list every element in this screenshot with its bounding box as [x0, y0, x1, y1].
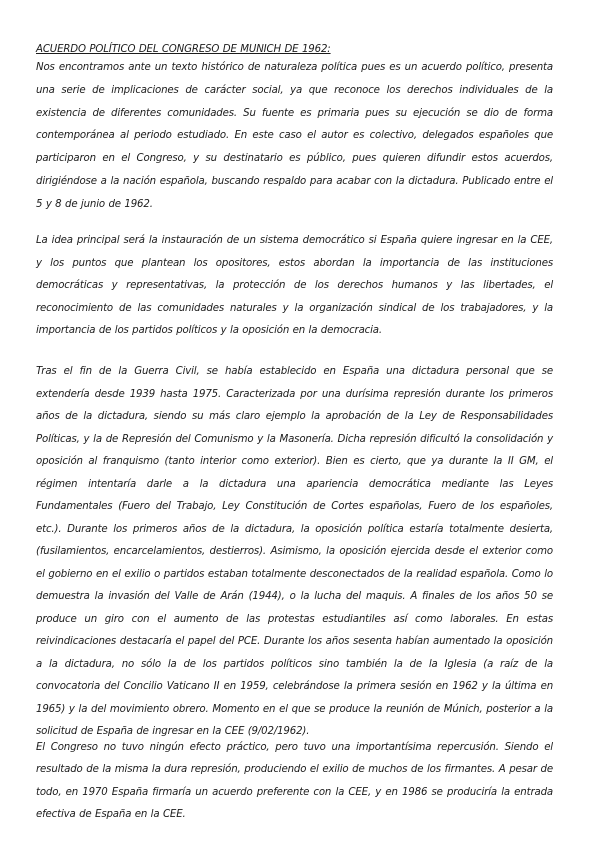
- paragraph-source-analysis: Nos encontramos ante un texto histórico de naturaleza política pues es un acuerdo político, presenta una serie de implicaciones de carácter social, ya que reconoce los derechos individuales de la existencia de diferentes comunidades. Su fuente es primaria pues su ejecución se dio de forma contemporánea al periodo estudiado. En este caso el autor es colectivo, delegados españoles que participaron en el Congreso, y su destinatario es público, pues quieren difundir estos acuerdos, dirigiéndose a la nación española, buscando respaldo para acabar con la dictadura. Publicado entre el 5 y 8 de junio de 1962.: [36, 62, 553, 210]
- paragraph-consequences: El Congreso no tuvo ningún efecto práctico, pero tuvo una importantísima repercusión. Siendo el resultado de la misma la dura represión, produciendo el exilio de muchos de los firmantes. A pesar de todo, en 1970 España firmaría un acuerdo preferente con la CEE, y en 1986 se produciría la entrada efectiva de España en la CEE.: [36, 742, 553, 821]
- paragraph-main-idea: La idea principal será la instauración de un sistema democrático si España quiere ingresar en la CEE, y los puntos que plantean los opositores, estos abordan la importancia de las instituciones democráticas y representativas, la protección de los derechos humanos y las libertades, el reconocimiento de las comunidades naturales y la organización sindical de los trabajadores, y la importancia de los partidos políticos y la oposición en la democracia.: [36, 235, 553, 337]
- document-title: ACUERDO POLÍTICO DEL CONGRESO DE MUNICH DE 1962:: [36, 44, 331, 55]
- paragraph-historical-context: Tras el fin de la Guerra Civil, se había establecido en España una dictadura personal que se extendería desde 1939 hasta 1975. Caracterizada por una durísima represión durante los primeros años de la dictadura, siendo su más claro ejemplo la aprobación de la Ley de Responsabilidades Políticas, y la de Represión del Comunismo y la Masonería. Dicha represión dificultó la consolidación y oposición al franquismo (tanto interior como exterior). Bien es cierto, que ya durante la II GM, el régimen intentaría darle a la dictadura una apariencia democrática mediante las Leyes Fundamentales (Fuero del Trabajo, Ley Constitución de Cortes españolas, Fuero de los españoles, etc.). Durante los primeros años de la dictadura, la oposición política estaría totalmente desierta, (fusilamientos, encarcelamientos, destierros). Asimismo, la oposición ejercida desde el exterior como el gobierno en el exilio o partidos estaban totalmente desconectados de la realidad española. Como lo demuestra la invasión del Valle de Arán (1944), o la lucha del maquis. A finales de los años 50 se produce un giro con el aumento de las protestas estudiantiles así como laborales. En estas reivindicaciones destacaría el papel del PCE. Durante los años sesenta habían aumentado la oposición a la dictadura, no sólo la de los partidos políticos sino también la de la Iglesia (a raíz de la convocatoria del Concilio Vaticano II en 1959, celebrándose la primera sesión en 1962 y la última en 1965) y la del movimiento obrero. Momento en el que se produce la reunión de Múnich, posterior a la solicitud de España de ingresar en la CEE (9/02/1962).: [36, 366, 553, 737]
